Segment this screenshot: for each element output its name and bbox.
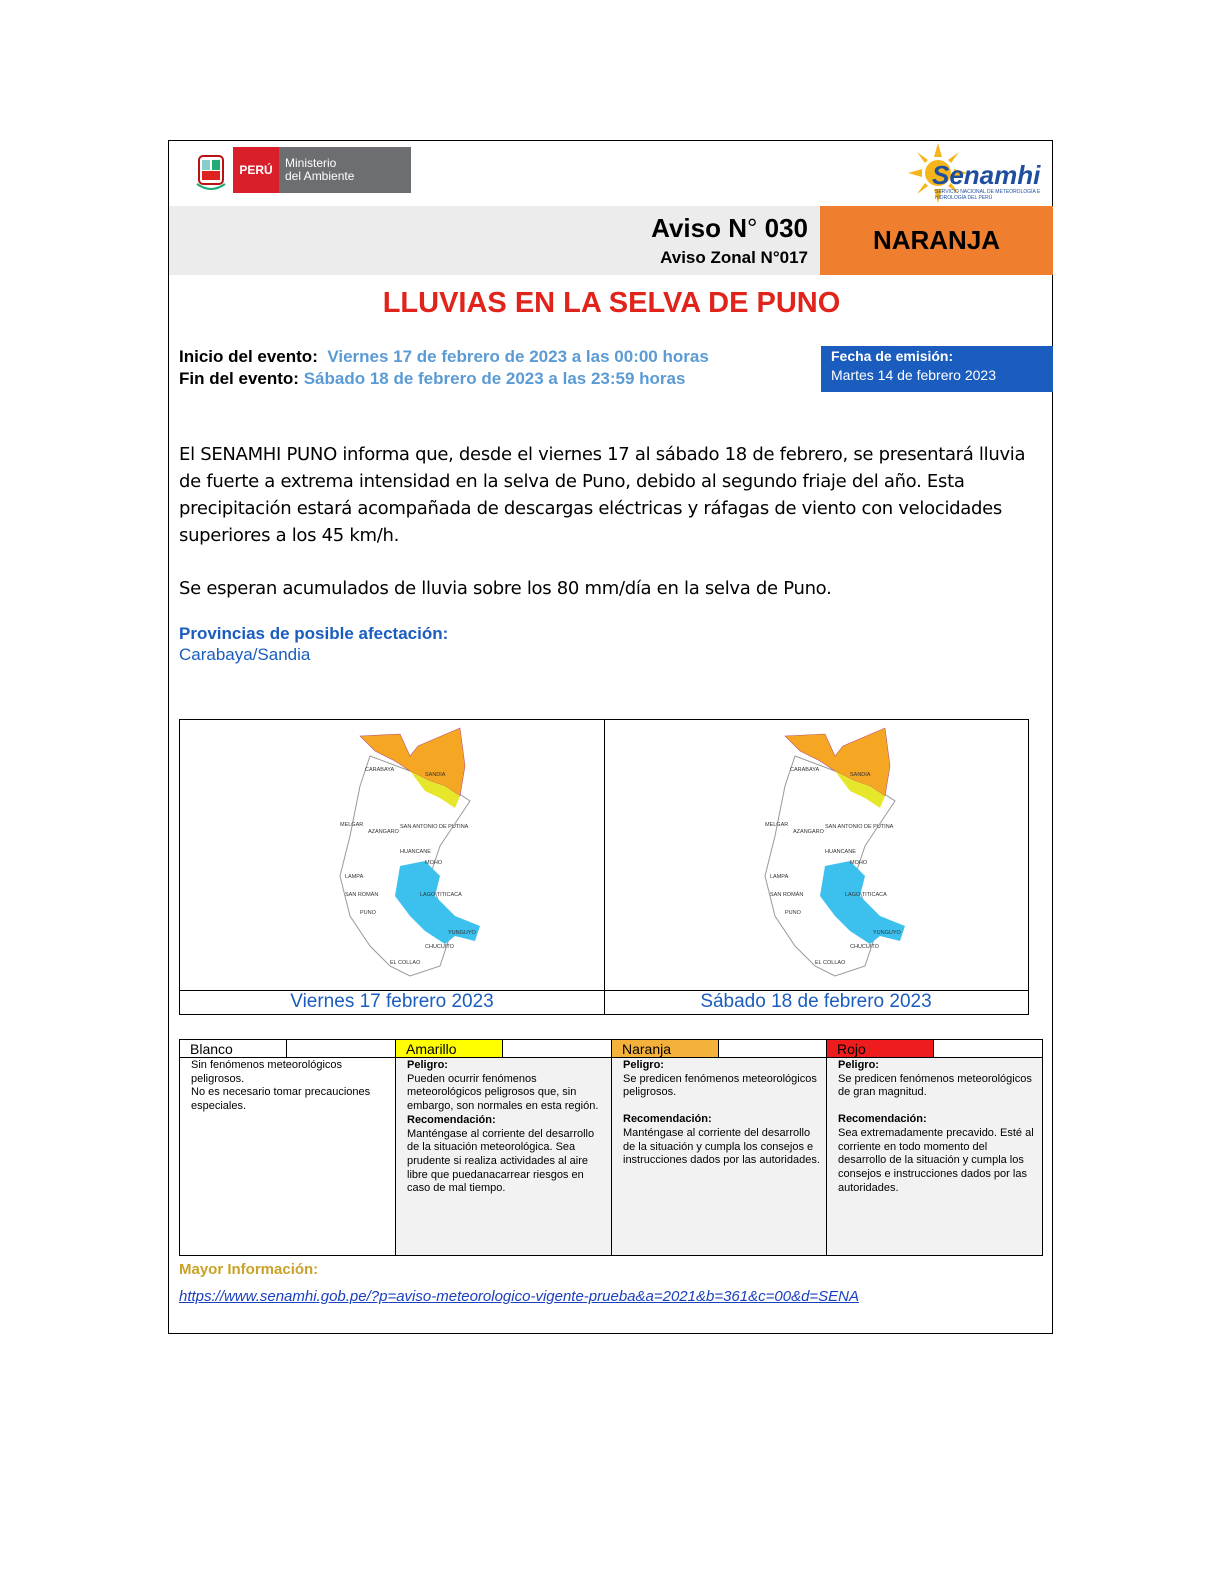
map2-label-melgar: MELGAR	[765, 822, 789, 828]
maps-divider	[604, 720, 605, 1014]
map2-label-chucuito: CHUCUITO	[850, 944, 879, 950]
legend-head-blanco: Blanco	[180, 1040, 287, 1057]
map1-label-yunguyo: YUNGUYO	[448, 930, 476, 936]
legend-head-amarillo: Amarillo	[396, 1040, 503, 1057]
map-caption-sabado: Sábado 18 de febrero 2023	[700, 991, 932, 1012]
legend-col-rojo	[827, 1040, 1042, 1255]
aviso-zonal: Aviso Zonal N°017	[660, 248, 808, 267]
legend-col-amarillo	[396, 1040, 611, 1255]
legend-blanco-text2: No es necesario tomar precauciones especiales.	[191, 1086, 371, 1113]
map2-label-carabaya: CARABAYA	[790, 767, 820, 773]
legend-table	[179, 1039, 1043, 1256]
aviso-number	[620, 213, 808, 244]
more-info-link[interactable]: https://www.senamhi.gob.pe/?p=aviso-meteorologico-vigente-prueba&a=2021&b=361&c=00&d=SENA	[179, 1288, 860, 1305]
map2-label-yunguyo: YUNGUYO	[873, 930, 901, 936]
event-start	[179, 347, 709, 367]
legend-rojo-rec-label: Recomendación:	[838, 1113, 927, 1126]
legend-head-rojo: Rojo	[827, 1040, 934, 1057]
legend-rojo-rec: Sea extremadamente precavido. Esté al corriente en todo momento del desarrollo de la situación y cumpla los consejos e instrucciones dados por las autoridades.	[838, 1126, 1034, 1194]
map2-label-lampa: LAMPA	[770, 874, 789, 880]
legend-head-naranja: Naranja	[612, 1040, 719, 1057]
map1-label-melgar: MELGAR	[340, 822, 364, 828]
legend-naranja-peligro: Se predicen fenómenos meteorológicos peligrosos.	[623, 1072, 817, 1099]
maps-panel	[179, 719, 1029, 1015]
legend-naranja-rec: Manténgase al corriente del desarrollo de la situación y cumpla los consejos e instrucciones dados por las autoridades.	[623, 1126, 820, 1167]
legend-col-blanco	[180, 1040, 395, 1255]
legend-rojo-peligro: Se predicen fenómenos meteorológicos de gran magnitud.	[838, 1072, 1032, 1099]
map-caption-viernes: Viernes 17 febrero 2023	[290, 991, 494, 1012]
event-end-value: Sábado 18 de febrero de 2023 a las 23:59 horas	[303, 369, 686, 388]
map1-label-huancane: HUANCANE	[400, 849, 431, 855]
legend-col-naranja	[612, 1040, 827, 1255]
map2-label-moho: MOHO	[850, 860, 868, 866]
senamhi-subtitle: SERVICIO NACIONAL DE METEOROLOGÍA E HIDROLOGÍA DEL PERÚ	[935, 189, 1041, 201]
event-end-label: Fin del evento:	[179, 369, 299, 388]
map2-label-putina: SAN ANTONIO DE PUTINA	[825, 824, 894, 830]
map1-label-sandia: SANDIA	[425, 772, 446, 778]
map1-label-putina: SAN ANTONIO DE PUTINA	[400, 824, 469, 830]
map2-label-azangaro: AZANGARO	[793, 829, 824, 835]
legend-naranja-rec-label: Recomendación:	[623, 1113, 712, 1126]
event-end	[179, 369, 685, 389]
ministry-line2: del Ambiente	[285, 169, 355, 183]
body-paragraph-1: El SENAMHI PUNO informa que, desde el viernes 17 al sábado 18 de febrero, se presentará lluvia de fuerte a extrema intensidad en la selva de Puno, debido al segundo friaje del año. Esta precipitación estará acompañada de descargas eléctricas y ráfagas de viento con velocidades superiores a los 45 km/h.	[179, 444, 1026, 546]
page-title: LLUVIAS EN LA SELVA DE PUNO	[382, 287, 841, 319]
ministry-line1: Ministerio	[285, 156, 337, 170]
peru-coat-of-arms-icon	[193, 150, 229, 192]
provinces-value: Carabaya/Sandia	[179, 645, 311, 664]
map1-label-chucuito: CHUCUITO	[425, 944, 454, 950]
map1-label-lampa: LAMPA	[345, 874, 364, 880]
legend-naranja-peligro-label: Peligro:	[623, 1059, 664, 1071]
emission-label: Fecha de emisión:	[831, 348, 954, 364]
legend-amarillo-peligro-label: Peligro:	[407, 1059, 448, 1071]
legend-amarillo-rec-label: Recomendación:	[407, 1113, 496, 1126]
map1-label-el-collao: EL COLLAO	[390, 960, 421, 966]
ministry-name	[279, 157, 354, 183]
senamhi-brand: Senamhi	[932, 160, 1041, 190]
map2-label-san-roman: SAN ROMÁN	[770, 892, 804, 898]
map1-label-carabaya: CARABAYA	[365, 767, 395, 773]
map-viernes	[330, 726, 500, 990]
aviso-prefix: Aviso N	[651, 213, 747, 243]
map1-label-puno: PUNO	[360, 910, 376, 916]
peru-tag: PERÚ	[233, 147, 279, 193]
map2-label-el-collao: EL COLLAO	[815, 960, 846, 966]
map2-label-sandia: SANDIA	[850, 772, 871, 778]
provinces-label: Provincias de posible afectación:	[179, 624, 449, 643]
event-start-label: Inicio del evento:	[179, 347, 318, 366]
map2-label-titicaca: LAGO TITICACA	[845, 892, 887, 898]
more-info-label: Mayor Información:	[179, 1261, 319, 1278]
map1-label-titicaca: LAGO TITICACA	[420, 892, 462, 898]
map2-label-puno: PUNO	[785, 910, 801, 916]
alert-level-badge: NARANJA	[820, 206, 1053, 275]
aviso-num: 030	[757, 213, 808, 243]
legend-blanco-text1: Sin fenómenos meteorológicos peligrosos.	[191, 1059, 343, 1085]
legend-rojo-peligro-label: Peligro:	[838, 1059, 879, 1071]
aviso-degree: °	[746, 213, 758, 243]
event-start-value: Viernes 17 de febrero de 2023 a las 00:00 horas	[327, 347, 709, 366]
map-sabado	[755, 726, 925, 990]
emission-value: Martes 14 de febrero 2023	[831, 367, 996, 383]
emission-date-box	[821, 346, 1053, 392]
body-paragraph-2: Se esperan acumulados de lluvia sobre los 80 mm/día en la selva de Puno.	[179, 578, 832, 599]
map2-label-huancane: HUANCANE	[825, 849, 856, 855]
map1-label-san-roman: SAN ROMÁN	[345, 892, 379, 898]
ministry-logo	[233, 147, 411, 193]
map1-label-moho: MOHO	[425, 860, 443, 866]
legend-amarillo-peligro: Pueden ocurrir fenómenos meteorológicos peligrosos que, sin embargo, son normales en esta región.	[407, 1072, 599, 1113]
legend-amarillo-rec: Manténgase al corriente del desarrollo de la situación meteorológica. Sea prudente si realiza actividades al aire libre que puedanacarrear riesgos en caso de mal tiempo.	[407, 1127, 595, 1195]
map1-label-azangaro: AZANGARO	[368, 829, 399, 835]
